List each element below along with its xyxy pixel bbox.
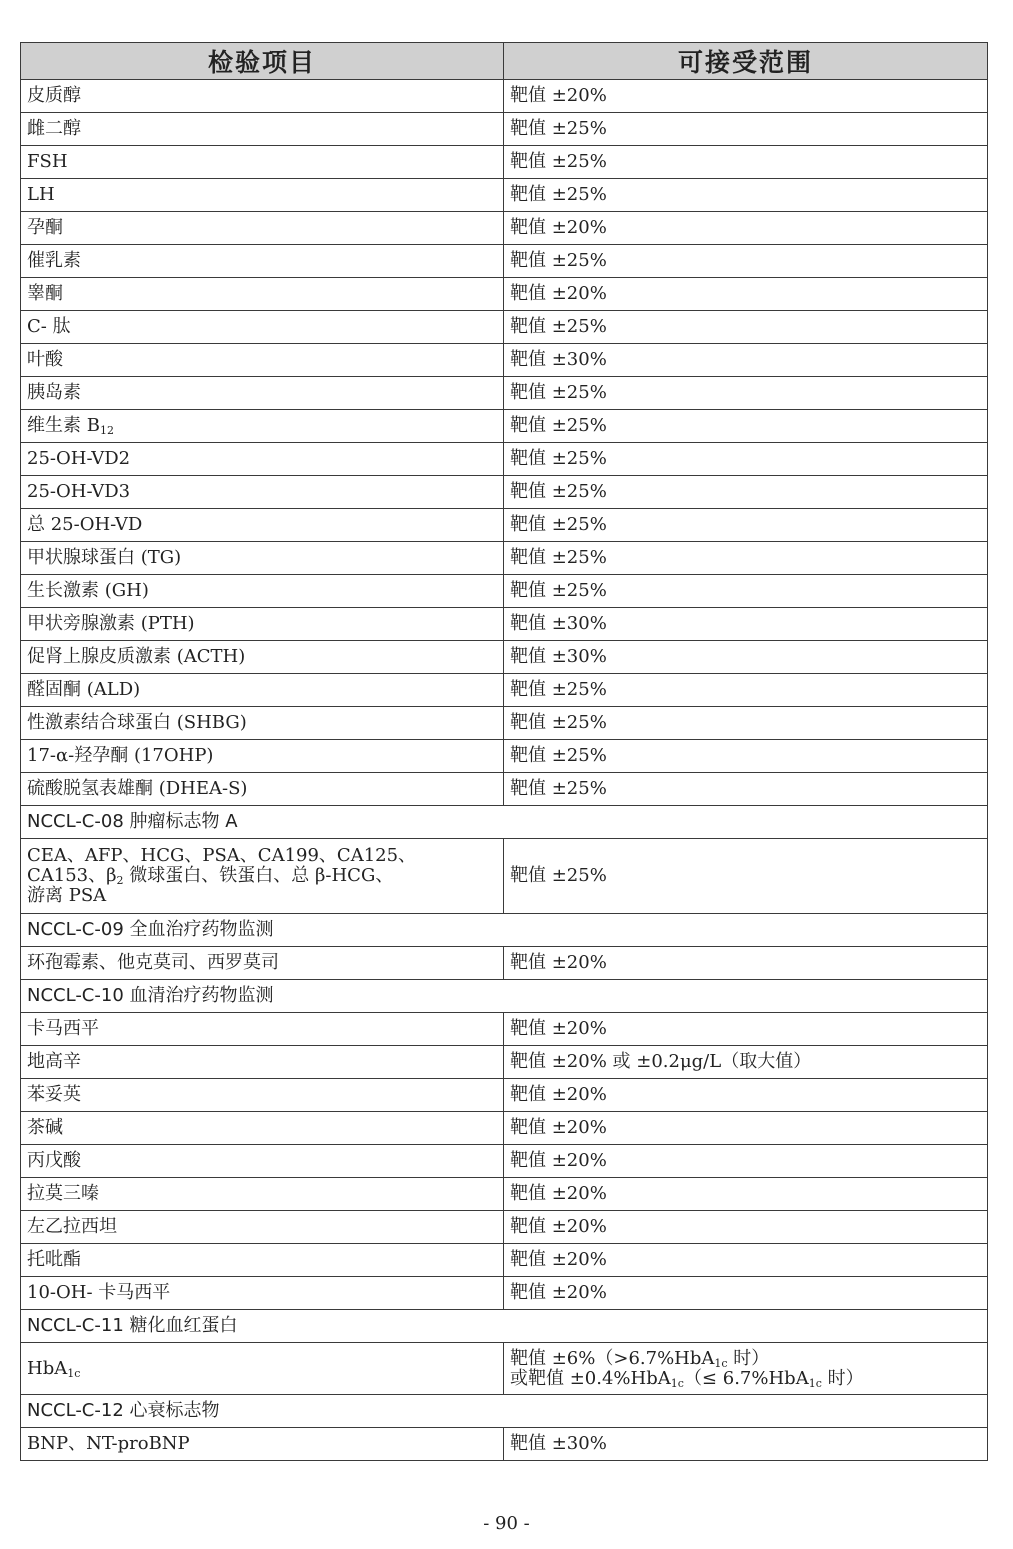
table-row [21, 608, 988, 641]
acceptable-range: 靶值 ±25% [504, 773, 988, 806]
header-acceptable-range: 可接受范围 [504, 43, 988, 80]
table-header-row [21, 43, 988, 80]
test-item: C- 肽 [21, 311, 504, 344]
test-item [21, 1343, 504, 1395]
section-title: NCCL-C-09 全血治疗药物监测 [21, 914, 988, 947]
acceptable-range: 靶值 ±25% [504, 542, 988, 575]
table-row [21, 1428, 988, 1461]
table-row [21, 1211, 988, 1244]
test-item: 丙戊酸 [21, 1145, 504, 1178]
test-item: 皮质醇 [21, 80, 504, 113]
section-row-c10 [21, 980, 988, 1013]
acceptable-range: 靶值 ±30% [504, 608, 988, 641]
test-item: 茶碱 [21, 1112, 504, 1145]
table-row [21, 641, 988, 674]
acceptable-range: 靶值 ±20% 或 ±0.2μg/L（取大值） [504, 1046, 988, 1079]
table-row [21, 80, 988, 113]
section-row-c09 [21, 914, 988, 947]
table-row [21, 179, 988, 212]
table-row [21, 410, 988, 443]
table-row [21, 476, 988, 509]
acceptable-range: 靶值 ±25% [504, 443, 988, 476]
table-row [21, 1112, 988, 1145]
table-row [21, 1145, 988, 1178]
header-test-item: 检验项目 [21, 43, 504, 80]
test-item-line: CEA、AFP、HCG、PSA、CA199、CA125、 [27, 845, 417, 866]
range-text: 时） [821, 1367, 864, 1389]
acceptable-range: 靶值 ±25% [504, 245, 988, 278]
test-item: 孕酮 [21, 212, 504, 245]
test-item: 10-OH- 卡马西平 [21, 1277, 504, 1310]
table-row [21, 212, 988, 245]
table-row [21, 773, 988, 806]
test-item: 甲状腺球蛋白 (TG) [21, 542, 504, 575]
range-text: 靶值 ±6%（>6.7%HbA [510, 1347, 715, 1369]
table-row [21, 245, 988, 278]
table-row [21, 1277, 988, 1310]
test-item: 左乙拉西坦 [21, 1211, 504, 1244]
subscript: 1c [67, 1366, 81, 1380]
test-item: 地高辛 [21, 1046, 504, 1079]
test-item: 卡马西平 [21, 1013, 504, 1046]
table-row [21, 278, 988, 311]
table-row [21, 1013, 988, 1046]
acceptable-range: 靶值 ±25% [504, 707, 988, 740]
test-item: 生长激素 (GH) [21, 575, 504, 608]
subscript: 2 [116, 874, 124, 887]
table-row [21, 344, 988, 377]
subscript: 12 [99, 424, 114, 437]
test-item: 叶酸 [21, 344, 504, 377]
test-item-text: 维生素 B [27, 415, 100, 436]
table-row [21, 377, 988, 410]
test-item [21, 410, 504, 443]
table-row [21, 740, 988, 773]
acceptable-range: 靶值 ±25% [504, 377, 988, 410]
test-item: 性激素结合球蛋白 (SHBG) [21, 707, 504, 740]
acceptable-range: 靶值 ±20% [504, 1211, 988, 1244]
section-row-c11 [21, 1310, 988, 1343]
acceptable-range: 靶值 ±25% [504, 740, 988, 773]
range-text: 或靶值 ±0.4%HbA [510, 1367, 671, 1389]
acceptable-range: 靶值 ±25% [504, 674, 988, 707]
table-row [21, 707, 988, 740]
acceptable-range: 靶值 ±25% [504, 179, 988, 212]
acceptable-range: 靶值 ±25% [504, 509, 988, 542]
test-item: 25-OH-VD2 [21, 443, 504, 476]
section-title: NCCL-C-08 肿瘤标志物 A [21, 806, 988, 839]
test-item: 17-α-羟孕酮 (17OHP) [21, 740, 504, 773]
section-row-c08 [21, 806, 988, 839]
acceptance-criteria-table [20, 42, 988, 1461]
acceptable-range: 靶值 ±30% [504, 641, 988, 674]
acceptable-range: 靶值 ±25% [504, 311, 988, 344]
acceptable-range: 靶值 ±20% [504, 1013, 988, 1046]
table-row [21, 113, 988, 146]
acceptable-range: 靶值 ±30% [504, 344, 988, 377]
range-text: （≤ 6.7%HbA [683, 1367, 809, 1389]
table-row [21, 311, 988, 344]
table-row [21, 1046, 988, 1079]
test-item: 醛固酮 (ALD) [21, 674, 504, 707]
section-title: NCCL-C-12 心衰标志物 [21, 1395, 988, 1428]
range-line [510, 1349, 981, 1369]
acceptable-range: 靶值 ±20% [504, 278, 988, 311]
test-item: 促肾上腺皮质激素 (ACTH) [21, 641, 504, 674]
test-item: 胰岛素 [21, 377, 504, 410]
acceptable-range: 靶值 ±20% [504, 1079, 988, 1112]
test-item [21, 839, 504, 914]
acceptable-range: 靶值 ±30% [504, 1428, 988, 1461]
acceptable-range: 靶值 ±20% [504, 1244, 988, 1277]
test-item: 25-OH-VD3 [21, 476, 504, 509]
table-row [21, 443, 988, 476]
test-item: 催乳素 [21, 245, 504, 278]
acceptable-range: 靶值 ±20% [504, 80, 988, 113]
test-item-line: 游离 PSA [27, 885, 107, 906]
test-item: FSH [21, 146, 504, 179]
table-row [21, 1079, 988, 1112]
range-text: 时） [727, 1347, 770, 1369]
test-item-text: CA153、β [27, 865, 117, 886]
table-row [21, 146, 988, 179]
test-item: LH [21, 179, 504, 212]
test-item-text: HbA [27, 1357, 68, 1379]
test-item: 托吡酯 [21, 1244, 504, 1277]
table-row [21, 1244, 988, 1277]
test-item: 苯妥英 [21, 1079, 504, 1112]
test-item-line [27, 866, 497, 886]
acceptable-range: 靶值 ±20% [504, 1112, 988, 1145]
acceptable-range: 靶值 ±25% [504, 476, 988, 509]
test-item: 睾酮 [21, 278, 504, 311]
table-row [21, 509, 988, 542]
test-item: BNP、NT-proBNP [21, 1428, 504, 1461]
acceptable-range: 靶值 ±20% [504, 1145, 988, 1178]
test-item: 甲状旁腺激素 (PTH) [21, 608, 504, 641]
acceptable-range: 靶值 ±20% [504, 212, 988, 245]
test-item: 拉莫三嗪 [21, 1178, 504, 1211]
table-row [21, 542, 988, 575]
test-item: 雌二醇 [21, 113, 504, 146]
page-number: - 90 - [483, 1513, 530, 1534]
section-row-c12 [21, 1395, 988, 1428]
acceptable-range: 靶值 ±25% [504, 575, 988, 608]
subscript: 1c [808, 1376, 822, 1390]
table-row [21, 839, 988, 914]
test-item: 环孢霉素、他克莫司、西罗莫司 [21, 947, 504, 980]
acceptable-range: 靶值 ±25% [504, 410, 988, 443]
table-row [21, 1343, 988, 1395]
acceptable-range [504, 1343, 988, 1395]
table-row [21, 575, 988, 608]
section-title: NCCL-C-11 糖化血红蛋白 [21, 1310, 988, 1343]
test-item-text: 微球蛋白、铁蛋白、总 β-HCG、 [123, 865, 394, 886]
test-item: 硫酸脱氢表雄酮 (DHEA-S) [21, 773, 504, 806]
test-item: 总 25-OH-VD [21, 509, 504, 542]
section-title: NCCL-C-10 血清治疗药物监测 [21, 980, 988, 1013]
acceptable-range: 靶值 ±25% [504, 113, 988, 146]
table-row [21, 1178, 988, 1211]
acceptable-range: 靶值 ±20% [504, 1277, 988, 1310]
table-row [21, 947, 988, 980]
subscript: 1c [714, 1356, 728, 1370]
range-line [510, 1369, 981, 1389]
table-row [21, 674, 988, 707]
acceptable-range: 靶值 ±20% [504, 947, 988, 980]
acceptable-range: 靶值 ±20% [504, 1178, 988, 1211]
acceptable-range: 靶值 ±25% [504, 146, 988, 179]
subscript: 1c [670, 1376, 684, 1390]
acceptable-range: 靶值 ±25% [504, 839, 988, 914]
